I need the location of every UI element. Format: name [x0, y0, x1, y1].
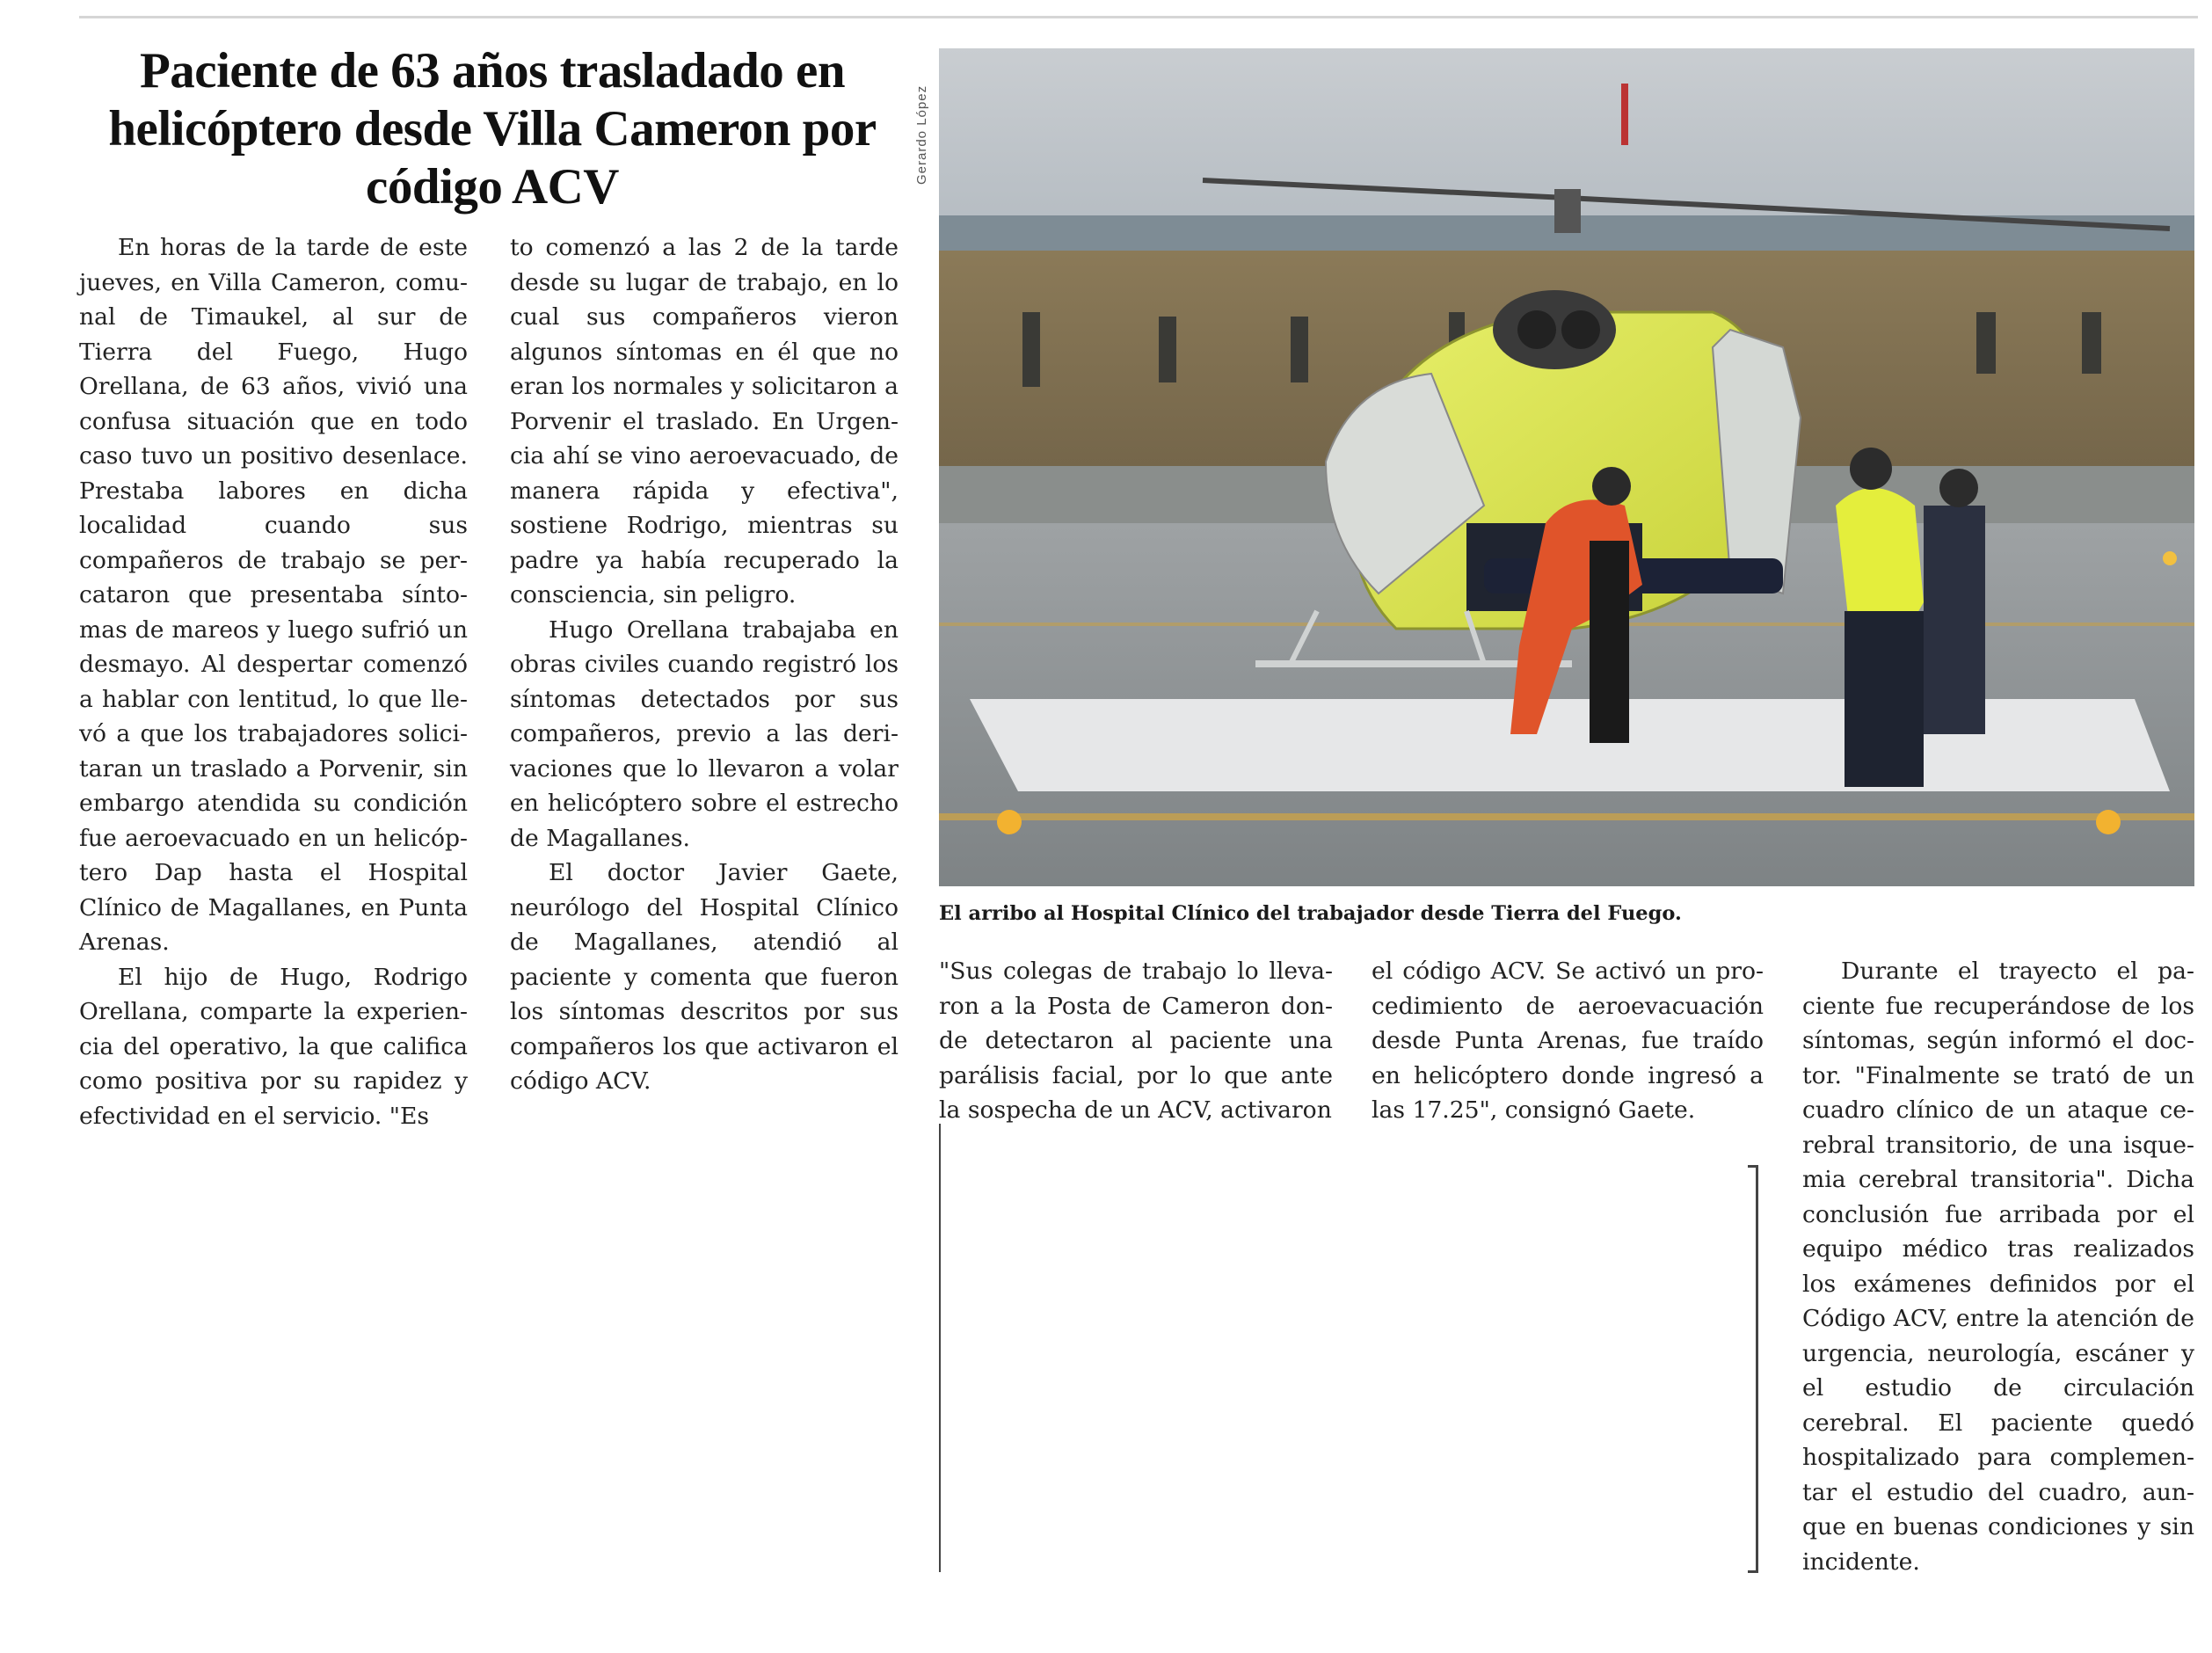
empty-box-right-rule — [1756, 1165, 1758, 1572]
helicopter-photo — [939, 48, 2194, 886]
paragraph: to comenzó a las 2 de la tarde desde su lugar de trabajo, en lo cual sus compañeros vieron algunos síntomas en él que no eran los normales y solicitaron a Porvenir el traslado. En Urgencia ahí se vino aeroevacuado, de manera rápida y efectiva", sostiene Rodrigo, mientras su padre ya había recuperado la consciencia, sin peligro. — [510, 234, 899, 608]
paragraph: En horas de la tarde de este jueves, en Villa Cameron, comunal de Timaukel, al sur de Tierra del Fuego, Hugo Orellana, de 63 años, vivió una confusa situación que en todo caso tuvo un positivo desenlace. Prestaba labores en dicha localidad cuando sus compañeros de trabajo se percataron que presentaba síntomas de mareos y luego sufrió un desmayo. Al despertar comenzó a hablar con lentitud, lo que llevó a que los trabajadores solicitaran un traslado a Porvenir, sin embargo atendida su condición fue aeroevacuado en un helicóptero Dap hasta el Hospital Clínico de Magallanes, en Punta Arenas. — [79, 234, 468, 956]
empty-box-top-tick — [1748, 1165, 1758, 1168]
paragraph: Hugo Orellana trabajaba en obras civiles cuando registró los síntomas detectados por sus compañeros, previo a las derivaciones que lo llevaron a volar en helicóptero sobre el estrecho de Magallanes. — [510, 615, 899, 852]
empty-box-left-rule — [939, 1124, 941, 1572]
paragraph: el código ACV. Se activó un procedimiento de aeroevacuación desde Punta Arenas, fue traído en helicóptero donde ingresó a las 17.25", consignó Gaete. — [1372, 958, 1764, 1124]
body-column-1 — [79, 230, 468, 1133]
body-column-5 — [1802, 954, 2194, 1579]
photo-caption: El arribo al Hospital Clínico del trabajador desde Tierra del Fuego. — [939, 902, 1682, 925]
headline: Paciente de 63 años trasladado en helicóptero desde Villa Cameron por código ACV — [108, 43, 877, 215]
empty-box-bottom-tick — [1748, 1570, 1758, 1573]
top-rule — [79, 16, 2198, 18]
paragraph: El doctor Javier Gaete, neurólogo del Hospital Clínico de Magallanes, atendió al paciente y comenta que fueron los síntomas descritos por sus compañeros los que activaron el código ACV. — [510, 859, 899, 1095]
body-column-4 — [1372, 954, 1764, 1128]
paragraph: Durante el trayecto el paciente fue recuperándose de los síntomas, según informó el doctor. "Finalmente se trató de un cuadro clínico de un ataque cerebral transitorio, de una isquemia cerebral transitoria". Dicha conclusión fue arribada por el equipo médico tras realizados los exámenes definidos por el Código ACV, entre la atención de urgencia, neurología, escáner y el estudio de circulación cerebral. El paciente quedó hospitalizado para complementar el estudio del cuadro, aunque en buenas condiciones y sin incidente. — [1802, 958, 2194, 1576]
body-column-2 — [510, 230, 899, 1099]
paragraph: El hijo de Hugo, Rodrigo Orellana, comparte la experiencia del operativo, la que califica como positiva por su rapidez y efectividad en el servicio. "Es — [79, 963, 468, 1130]
photo-credit: Gerardo López — [914, 84, 929, 185]
body-column-3 — [939, 954, 1333, 1128]
paragraph: "Sus colegas de trabajo lo llevaron a la Posta de Cameron donde detectaron al paciente una parálisis facial, por lo que ante la sospecha de un ACV, activaron — [939, 958, 1333, 1124]
